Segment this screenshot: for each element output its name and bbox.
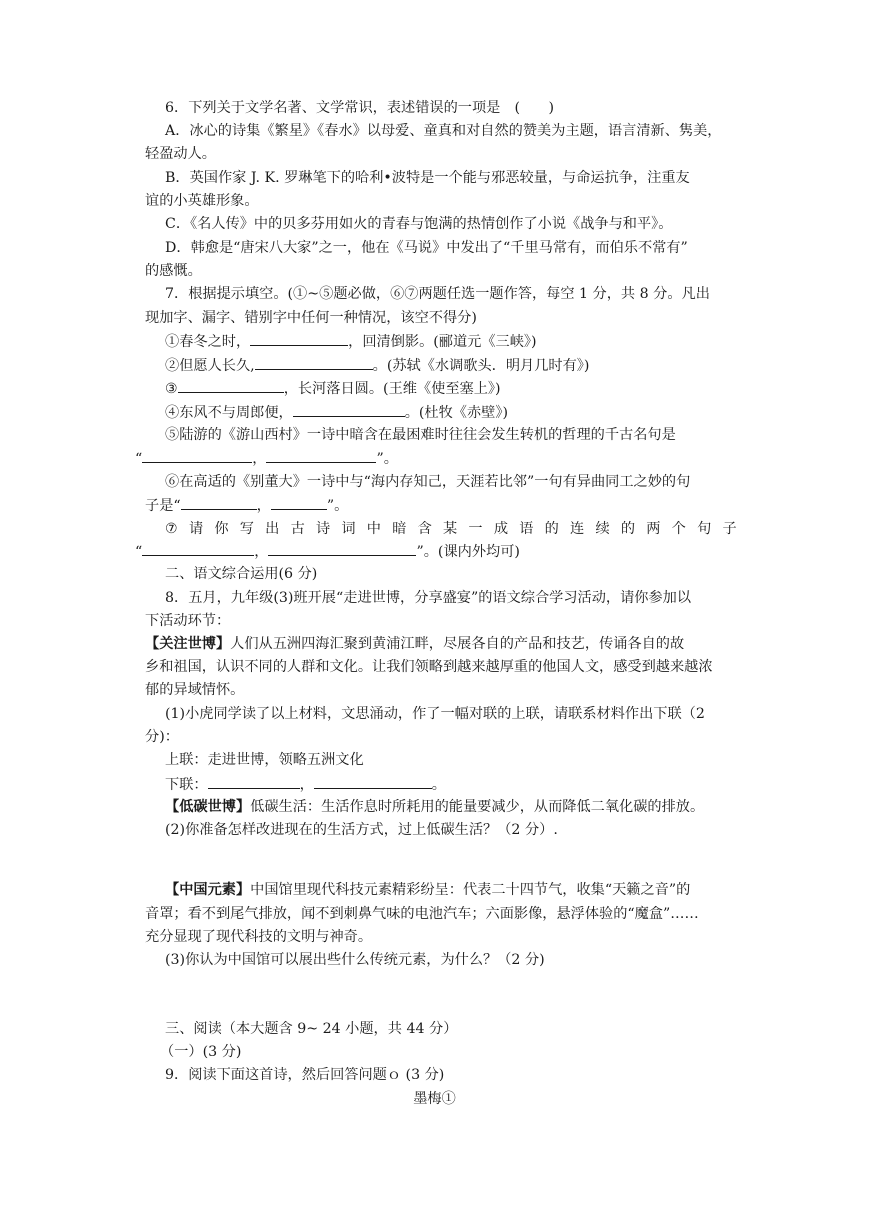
section-3-heading: 三、阅读（本大题含 9~ 24 小题，共 44 分）: [165, 1021, 458, 1037]
answer-blank[interactable]: [181, 495, 257, 510]
comma: ，: [256, 498, 271, 514]
item-7-char: 一: [468, 521, 483, 537]
item-7-char: 子: [722, 521, 737, 537]
close-quote: ”。: [326, 498, 349, 514]
q7-item-2: [165, 355, 589, 376]
item-7-char: 句: [697, 521, 712, 537]
item-7-char: 两: [646, 521, 661, 537]
answer-blank[interactable]: [271, 495, 327, 510]
close-quote: ”。: [376, 451, 398, 467]
comma: ，: [252, 451, 267, 467]
answer-blank[interactable]: [142, 541, 254, 556]
item-7-char: 个: [671, 521, 686, 537]
answer-blank[interactable]: [142, 448, 252, 463]
sub-question-1: (1)小虎同学读了以上材料，文思涌动，作了一幅对联的上联，请联系材料作出下联（2: [165, 706, 705, 722]
china-elements-tag: 【中国元素】: [165, 882, 251, 898]
q7-item-6-blanks: [145, 495, 348, 516]
item-1-suffix: ，回清倒影。(郦道元《三峡》): [348, 334, 537, 350]
comma: ，: [254, 544, 269, 560]
item-6-prefix: 子是“: [145, 498, 181, 514]
comma: ，: [299, 777, 314, 793]
item-2-suffix: 。(苏轼《水调歌头．明月几时有》): [372, 358, 590, 374]
item-4-prefix: ④东风不与周郎便，: [165, 405, 293, 421]
answer-blank[interactable]: [255, 355, 373, 370]
q7-item-7: [165, 519, 737, 539]
couplet-lower: [165, 774, 446, 795]
item-7-char: ⑦: [165, 521, 178, 537]
item-7-char: 暗: [392, 521, 407, 537]
sub-question-3: (3)你认为中国馆可以展出些什么传统元素，为什么？（2 分): [165, 952, 545, 968]
china-elements-text: 中国馆里现代科技元素精彩纷呈：代表二十四节气，收集“天籁之音”的: [250, 882, 691, 898]
item-4-suffix: 。(杜牧《赤壁》): [404, 405, 508, 421]
q7-item-1: [165, 331, 537, 352]
q9-stem: 9．阅读下面这首诗，然后回答问题ｏ (3 分): [165, 1067, 445, 1083]
q6-option-b: B．英国作家 J. K. 罗琳笔下的哈利•波特是一个能与邪恶较量，与命运抗争，注重友: [165, 170, 690, 186]
q6-option-c: C．《名人传》中的贝多芬用如火的青春与饱满的热情创作了小说《战争与和平》。: [165, 216, 673, 232]
q7-item-5: ⑤陆游的《游山西村》一诗中暗含在最困难时往往会发生转机的哲理的千古名句是: [165, 427, 676, 443]
low-carbon-tag: 【低碳世博】: [165, 799, 251, 815]
focus-expo-paragraph: [145, 634, 684, 654]
answer-blank[interactable]: [314, 774, 432, 789]
poem-title: 墨梅①: [413, 1091, 456, 1107]
q6-option-a-cont: 轻盈动人。: [145, 146, 216, 162]
focus-expo-text: 人们从五洲四海汇聚到黄浦江畔，尽展各自的产品和技艺，传诵各自的故: [230, 636, 685, 652]
period: 。: [431, 777, 446, 793]
item-7-char: 诗: [315, 521, 331, 537]
q8-stem-cont: 下活动环节：: [145, 613, 231, 629]
item-7-char: 语: [519, 521, 534, 537]
answer-blank[interactable]: [293, 402, 405, 417]
focus-expo-cont-2: 郁的异域情怀。: [145, 682, 245, 698]
china-elements-paragraph: [165, 880, 690, 900]
couplet-lower-label: 下联：: [165, 777, 208, 793]
answer-blank[interactable]: [268, 541, 416, 556]
focus-expo-cont-1: 乡和祖国，认识不同的人群和文化。让我们领略到越来越厚重的他国人文，感受到越来越浓: [145, 659, 713, 675]
answer-blank[interactable]: [250, 331, 348, 346]
q7-item-3: [165, 378, 501, 399]
sub-question-2: (2)你准备怎样改进现在的生活方式，过上低碳生活？（2 分）.: [165, 822, 558, 838]
section-2-heading: 二、语文综合运用(6 分): [165, 566, 318, 582]
item-7-char: 中: [366, 521, 381, 537]
item-7-char: 你: [214, 521, 229, 537]
china-elements-cont-2: 充分显现了现代科技的文明与神奇。: [145, 929, 373, 945]
item-7-char: 续: [595, 521, 610, 537]
item-7-char: 的: [620, 521, 636, 537]
open-quote: “: [135, 544, 143, 560]
reading-part-1: （一）(3 分): [160, 1044, 242, 1060]
sub-question-1-cont: 分)：: [145, 729, 179, 745]
q7-item-4: [165, 402, 508, 423]
item-7-char: 连: [570, 521, 585, 537]
q8-stem: 8．五月，九年级(3)班开展“走进世博，分享盛宴”的语文综合学习活动，请你参加以: [165, 590, 692, 606]
answer-blank[interactable]: [208, 774, 300, 789]
q6-option-d: D．韩愈是“唐宋八大家”之一，他在《马说》中发出了“千里马常有，而伯乐不常有”: [165, 240, 688, 256]
focus-expo-tag: 【关注世博】: [145, 636, 231, 652]
item-7-char: 古: [290, 521, 305, 537]
item-3-prefix: ③: [165, 381, 178, 397]
item-7-char: 写: [239, 521, 254, 537]
answer-blank[interactable]: [178, 378, 284, 393]
close-quote: ”。(课内外均可): [416, 544, 520, 560]
open-quote: “: [135, 451, 143, 467]
item-2-prefix: ②但愿人长久,: [165, 358, 255, 374]
q7-item-5-blanks: [135, 448, 398, 469]
couplet-upper: 上联：走进世博，领略五洲文化: [165, 752, 364, 768]
q6-stem: 6．下列关于文学名著、文学常识，表述错误的一项是 ( ): [165, 100, 554, 116]
q6-option-d-cont: 的感慨。: [145, 263, 202, 279]
item-3-suffix: ，长河落日圆。(王维《使至塞上》): [283, 381, 501, 397]
q7-stem: 7．根据提示填空。(①~⑤题必做，⑥⑦两题任选一题作答，每空 1 分，共 8 分。凡出: [165, 286, 710, 302]
q7-stem-cont: 现加字、漏字、错别字中任何一种情况，该空不得分): [145, 310, 477, 326]
item-1-prefix: ①春冬之时，: [165, 334, 251, 350]
item-7-char: 词: [341, 521, 356, 537]
low-carbon-paragraph: [165, 797, 704, 817]
q6-option-a: A．冰心的诗集《繁星》《春水》以母爱、童真和对自然的赞美为主题，语言清新、隽美，: [165, 123, 722, 139]
answer-blank[interactable]: [266, 448, 376, 463]
q7-item-6: ⑥在高适的《别董大》一诗中与“海内存知己，天涯若比邻”一句有异曲同工之妙的句: [165, 474, 691, 490]
q6-option-b-cont: 谊的小英雄形象。: [145, 193, 259, 209]
item-7-char: 含: [417, 521, 432, 537]
low-carbon-text: 低碳生活：生活作息时所耗用的能量要减少，从而降低二氧化碳的排放。: [250, 799, 705, 815]
item-7-char: 请: [188, 521, 204, 537]
item-7-char: 的: [544, 521, 559, 537]
q7-item-7-blanks: [135, 541, 520, 562]
china-elements-cont-1: 音罩；看不到尾气排放，闻不到刺鼻气味的电池汽车；六面影像，悬浮体验的“魔盒”……: [145, 906, 699, 922]
item-7-char: 成: [493, 521, 509, 537]
item-7-char: 出: [265, 521, 280, 537]
item-7-char: 某: [443, 521, 458, 537]
